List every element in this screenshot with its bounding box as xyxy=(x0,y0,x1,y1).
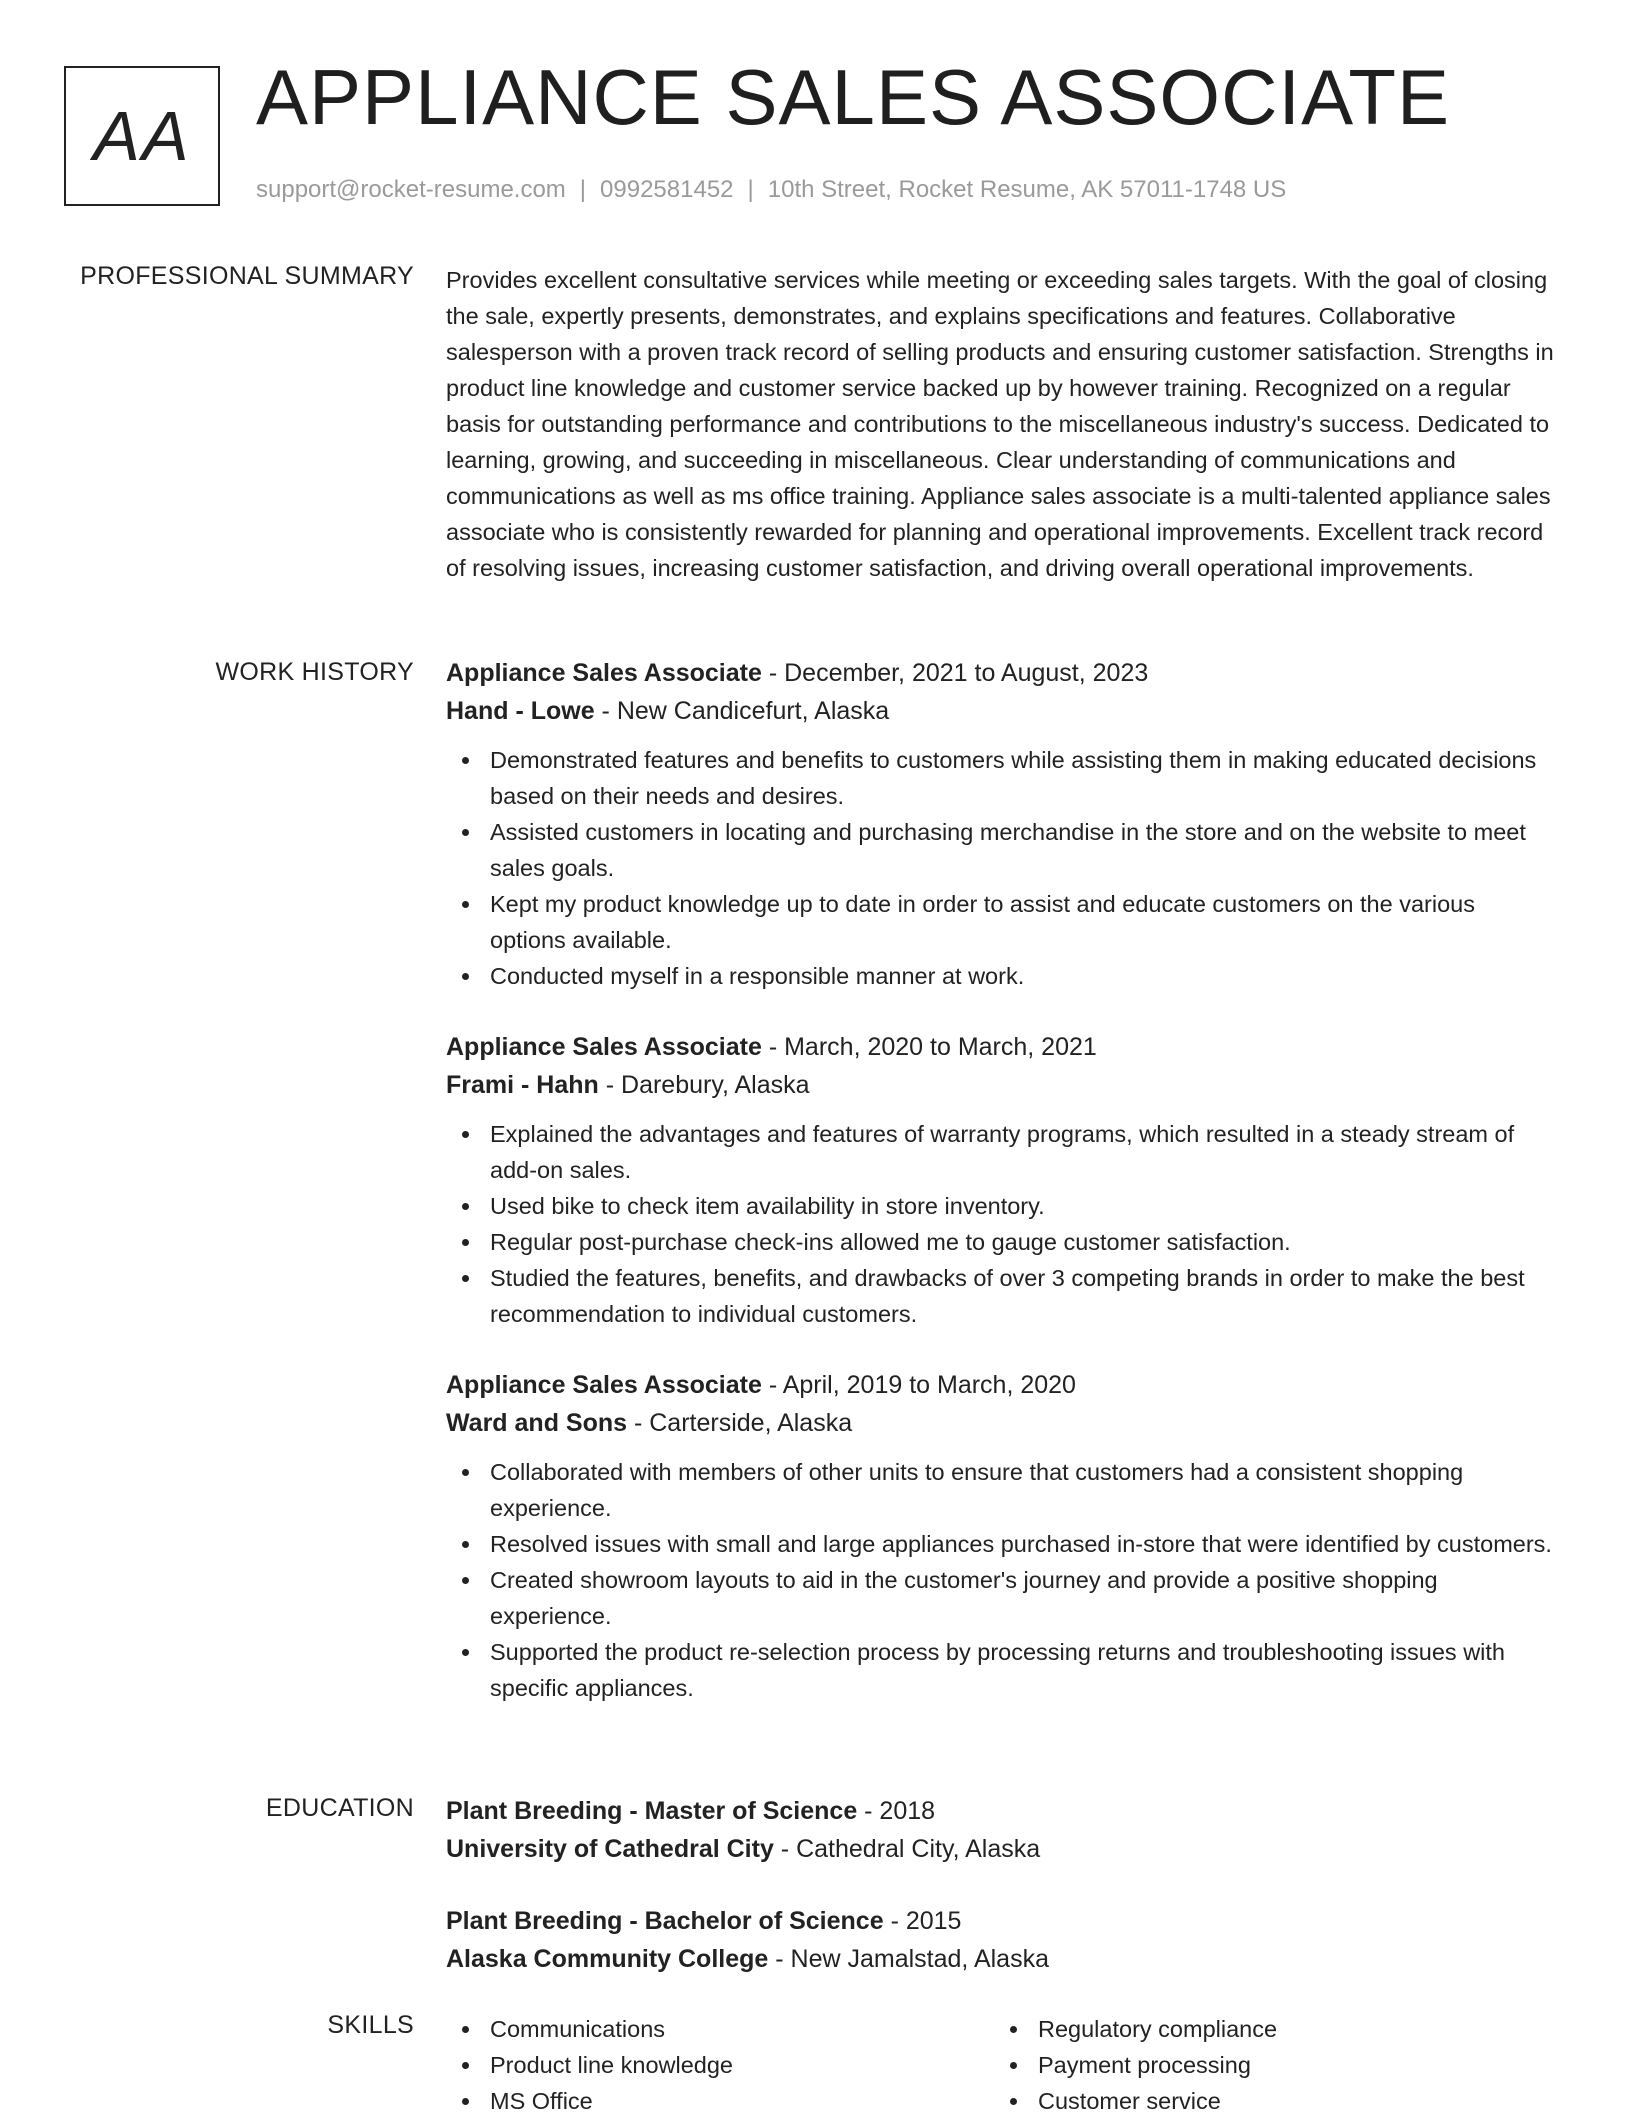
resume-title: APPLIANCE SALES ASSOCIATE xyxy=(256,53,1451,141)
school-line xyxy=(446,1940,1556,1978)
job-title: Appliance Sales Associate xyxy=(446,1033,762,1061)
school-location: - New Jamalstad, Alaska xyxy=(768,1945,1049,1973)
job-title-line xyxy=(446,654,1556,692)
job-bullet: Conducted myself in a responsible manner at work. xyxy=(446,958,1556,994)
job-bullet: Assisted customers in locating and purchasing merchandise in the store and on the website to meet sales goals. xyxy=(446,814,1556,886)
job-title: Appliance Sales Associate xyxy=(446,1371,762,1399)
job-bullets xyxy=(446,742,1556,994)
monogram-initials: AA xyxy=(93,97,191,175)
job-title: Appliance Sales Associate xyxy=(446,659,762,687)
job-location: - Darebury, Alaska xyxy=(598,1071,810,1099)
contact-separator: | xyxy=(747,176,754,203)
contact-phone: 0992581452 xyxy=(600,176,734,203)
monogram-box xyxy=(64,66,220,206)
summary-body xyxy=(446,262,1556,586)
job-entry xyxy=(446,654,1556,994)
degree-line xyxy=(446,1792,1556,1830)
job-entry xyxy=(446,1028,1556,1332)
skill-item: Payment processing xyxy=(994,2047,1542,2083)
degree: Plant Breeding - Bachelor of Science xyxy=(446,1907,884,1935)
job-bullet: Collaborated with members of other units to ensure that customers had a consistent shopping experience. xyxy=(446,1454,1556,1526)
skills-column-left xyxy=(446,2011,994,2119)
job-dates: - December, 2021 to August, 2023 xyxy=(761,659,1149,687)
job-bullet: Kept my product knowledge up to date in order to assist and educate customers on the various options available. xyxy=(446,886,1556,958)
job-entry xyxy=(446,1366,1556,1706)
school: Alaska Community College xyxy=(446,1945,769,1973)
job-bullet: Created showroom layouts to aid in the customer's journey and provide a positive shopping experience. xyxy=(446,1562,1556,1634)
contact-line xyxy=(256,176,1286,204)
school-line xyxy=(446,1830,1556,1868)
skill-item: Product line knowledge xyxy=(446,2047,994,2083)
section-label-work-history: WORK HISTORY xyxy=(215,658,414,686)
degree-line xyxy=(446,1902,1556,1940)
degree: Plant Breeding - Master of Science xyxy=(446,1797,858,1825)
skill-item: MS Office xyxy=(446,2083,994,2119)
skill-item: Customer service xyxy=(994,2083,1542,2119)
job-bullets xyxy=(446,1454,1556,1706)
education-entry xyxy=(446,1902,1556,1978)
job-location: - Carterside, Alaska xyxy=(627,1409,853,1437)
job-dates: - April, 2019 to March, 2020 xyxy=(761,1371,1076,1399)
section-label-summary: PROFESSIONAL SUMMARY xyxy=(80,262,414,290)
skills-grid xyxy=(446,2011,1556,2119)
job-location: - New Candicefurt, Alaska xyxy=(594,697,890,725)
job-bullet: Resolved issues with small and large appliances purchased in-store that were identified by customers. xyxy=(446,1526,1556,1562)
contact-email: support@rocket-resume.com xyxy=(256,176,566,203)
job-company: Ward and Sons xyxy=(446,1409,628,1437)
summary-text: Provides excellent consultative services while meeting or exceeding sales targets. With the goal of closing the sale, expertly presents, demonstrates, and explains specifications and features. Collaborative salesperson with a proven track record of selling products and ensuring customer satisfaction. Strengths in product line knowledge and customer service backed up by however training. Recognized on a regular basis for outstanding performance and contributions to the miscellaneous industry's success. Dedicated to learning, growing, and succeeding in miscellaneous. Clear understanding of communications and communications as well as ms office training. Appliance sales associate is a multi-talented appliance sales associate who is consistently rewarded for planning and operational improvements. Excellent track record of resolving issues, increasing customer satisfaction, and driving overall operational improvements. xyxy=(446,267,1554,581)
job-bullet: Studied the features, benefits, and drawbacks of over 3 competing brands in order to make the best recommendation to individual customers. xyxy=(446,1260,1556,1332)
contact-address: 10th Street, Rocket Resume, AK 57011-1748 US xyxy=(767,176,1287,203)
job-bullet: Explained the advantages and features of warranty programs, which resulted in a steady stream of add-on sales. xyxy=(446,1116,1556,1188)
job-dates: - March, 2020 to March, 2021 xyxy=(761,1033,1097,1061)
job-company-line xyxy=(446,692,1556,730)
education-entry xyxy=(446,1792,1556,1868)
job-company-line xyxy=(446,1066,1556,1104)
degree-year: - 2018 xyxy=(857,1797,936,1825)
skill-item: Regulatory compliance xyxy=(994,2011,1542,2047)
job-title-line xyxy=(446,1028,1556,1066)
contact-separator: | xyxy=(579,176,587,203)
school-location: - Cathedral City, Alaska xyxy=(773,1835,1041,1863)
degree-year: - 2015 xyxy=(883,1907,962,1935)
job-company: Hand - Lowe xyxy=(446,697,595,725)
job-bullet: Used bike to check item availability in store inventory. xyxy=(446,1188,1556,1224)
section-label-education: EDUCATION xyxy=(265,1794,414,1822)
skills-body xyxy=(446,2011,1556,2119)
job-company: Frami - Hahn xyxy=(446,1071,599,1099)
education-body xyxy=(446,1792,1556,2012)
job-bullet: Regular post-purchase check-ins allowed me to gauge customer satisfaction. xyxy=(446,1224,1556,1260)
work-history-body xyxy=(446,654,1556,1740)
skills-column-right xyxy=(994,2011,1542,2119)
job-title-line xyxy=(446,1366,1556,1404)
section-label-skills: SKILLS xyxy=(327,2011,414,2039)
job-bullet: Supported the product re-selection process by processing returns and troubleshooting issues with specific appliances. xyxy=(446,1634,1556,1706)
school: University of Cathedral City xyxy=(446,1835,774,1863)
job-bullet: Demonstrated features and benefits to customers while assisting them in making educated decisions based on their needs and desires. xyxy=(446,742,1556,814)
skill-item: Communications xyxy=(446,2011,994,2047)
job-bullets xyxy=(446,1116,1556,1332)
job-company-line xyxy=(446,1404,1556,1442)
